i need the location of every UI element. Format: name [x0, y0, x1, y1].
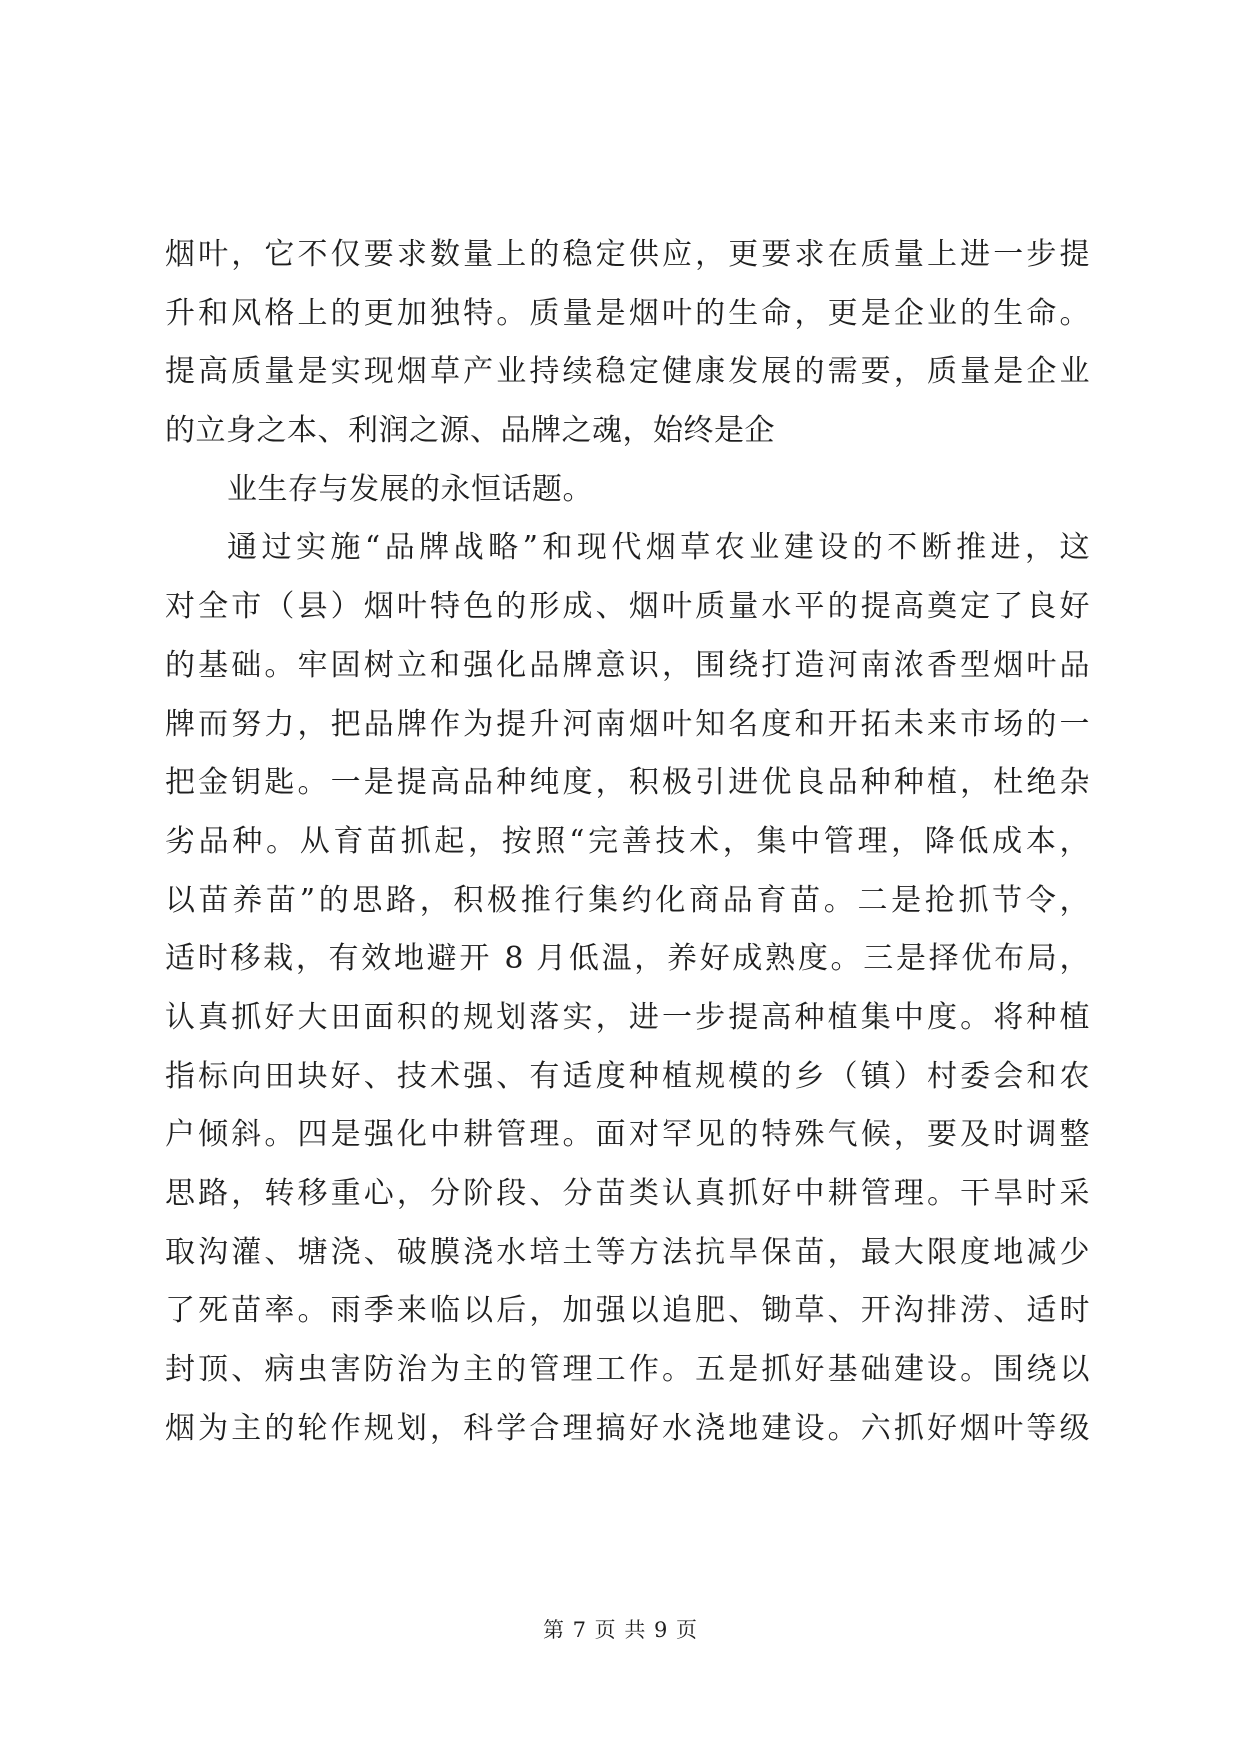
- text-line: 的基础。牢固树立和强化品牌意识，围绕打造河南浓香型烟叶品: [165, 647, 1090, 683]
- text-line: 以苗养苗”的思路，积极推行集约化商品育苗。二是抢抓节令，: [165, 882, 1090, 918]
- text-line: 的立身之本、利润之源、品牌之魂，始终是企: [165, 413, 775, 449]
- text-line: 业生存与发展的永恒话题。: [227, 471, 593, 507]
- text-line: 取沟灌、塘浇、破膜浇水培土等方法抗旱保苗，最大限度地减少: [165, 1234, 1090, 1270]
- text-line: 劣品种。从育苗抓起，按照“完善技术，集中管理，降低成本，: [165, 823, 1090, 859]
- text-line: 把金钥匙。一是提高品种纯度，积极引进优良品种种植，杜绝杂: [165, 765, 1090, 801]
- text-line: 烟为主的轮作规划，科学合理搞好水浇地建设。六抓好烟叶等级: [165, 1410, 1090, 1446]
- page-number-footer: 第 7 页 共 9 页: [542, 1618, 699, 1642]
- text-line: 烟叶，它不仅要求数量上的稳定供应，更要求在质量上进一步提: [165, 237, 1090, 272]
- text-line: 认真抓好大田面积的规划落实，进一步提高种植集中度。将种植: [165, 999, 1090, 1035]
- text-line: 指标向田块好、技术强、有适度种植规模的乡（镇）村委会和农: [165, 1058, 1090, 1094]
- text-line: 牌而努力，把品牌作为提升河南烟叶知名度和开拓未来市场的一: [165, 706, 1090, 742]
- text-line: 思路，转移重心，分阶段、分苗类认真抓好中耕管理。干旱时采: [165, 1176, 1090, 1211]
- text-line: 升和风格上的更加独特。质量是烟叶的生命，更是企业的生命。: [165, 295, 1090, 331]
- text-line: 户倾斜。四是强化中耕管理。面对罕见的特殊气候，要及时调整: [165, 1117, 1090, 1153]
- text-line: 适时移栽，有效地避开 8 月低温，养好成熟度。三是择优布局，: [165, 941, 1090, 977]
- text-line: 了死苗率。雨季来临以后，加强以追肥、锄草、开沟排涝、适时: [165, 1293, 1090, 1329]
- text-line: 对全市（县）烟叶特色的形成、烟叶质量水平的提高奠定了良好: [165, 589, 1090, 625]
- text-line: 通过实施“品牌战略”和现代烟草农业建设的不断推进，这: [227, 530, 1090, 566]
- body-text: [165, 226, 1090, 1458]
- text-line: 封顶、病虫害防治为主的管理工作。五是抓好基础建设。围绕以: [165, 1352, 1090, 1388]
- text-line: 提高质量是实现烟草产业持续稳定健康发展的需要，质量是企业: [165, 354, 1090, 390]
